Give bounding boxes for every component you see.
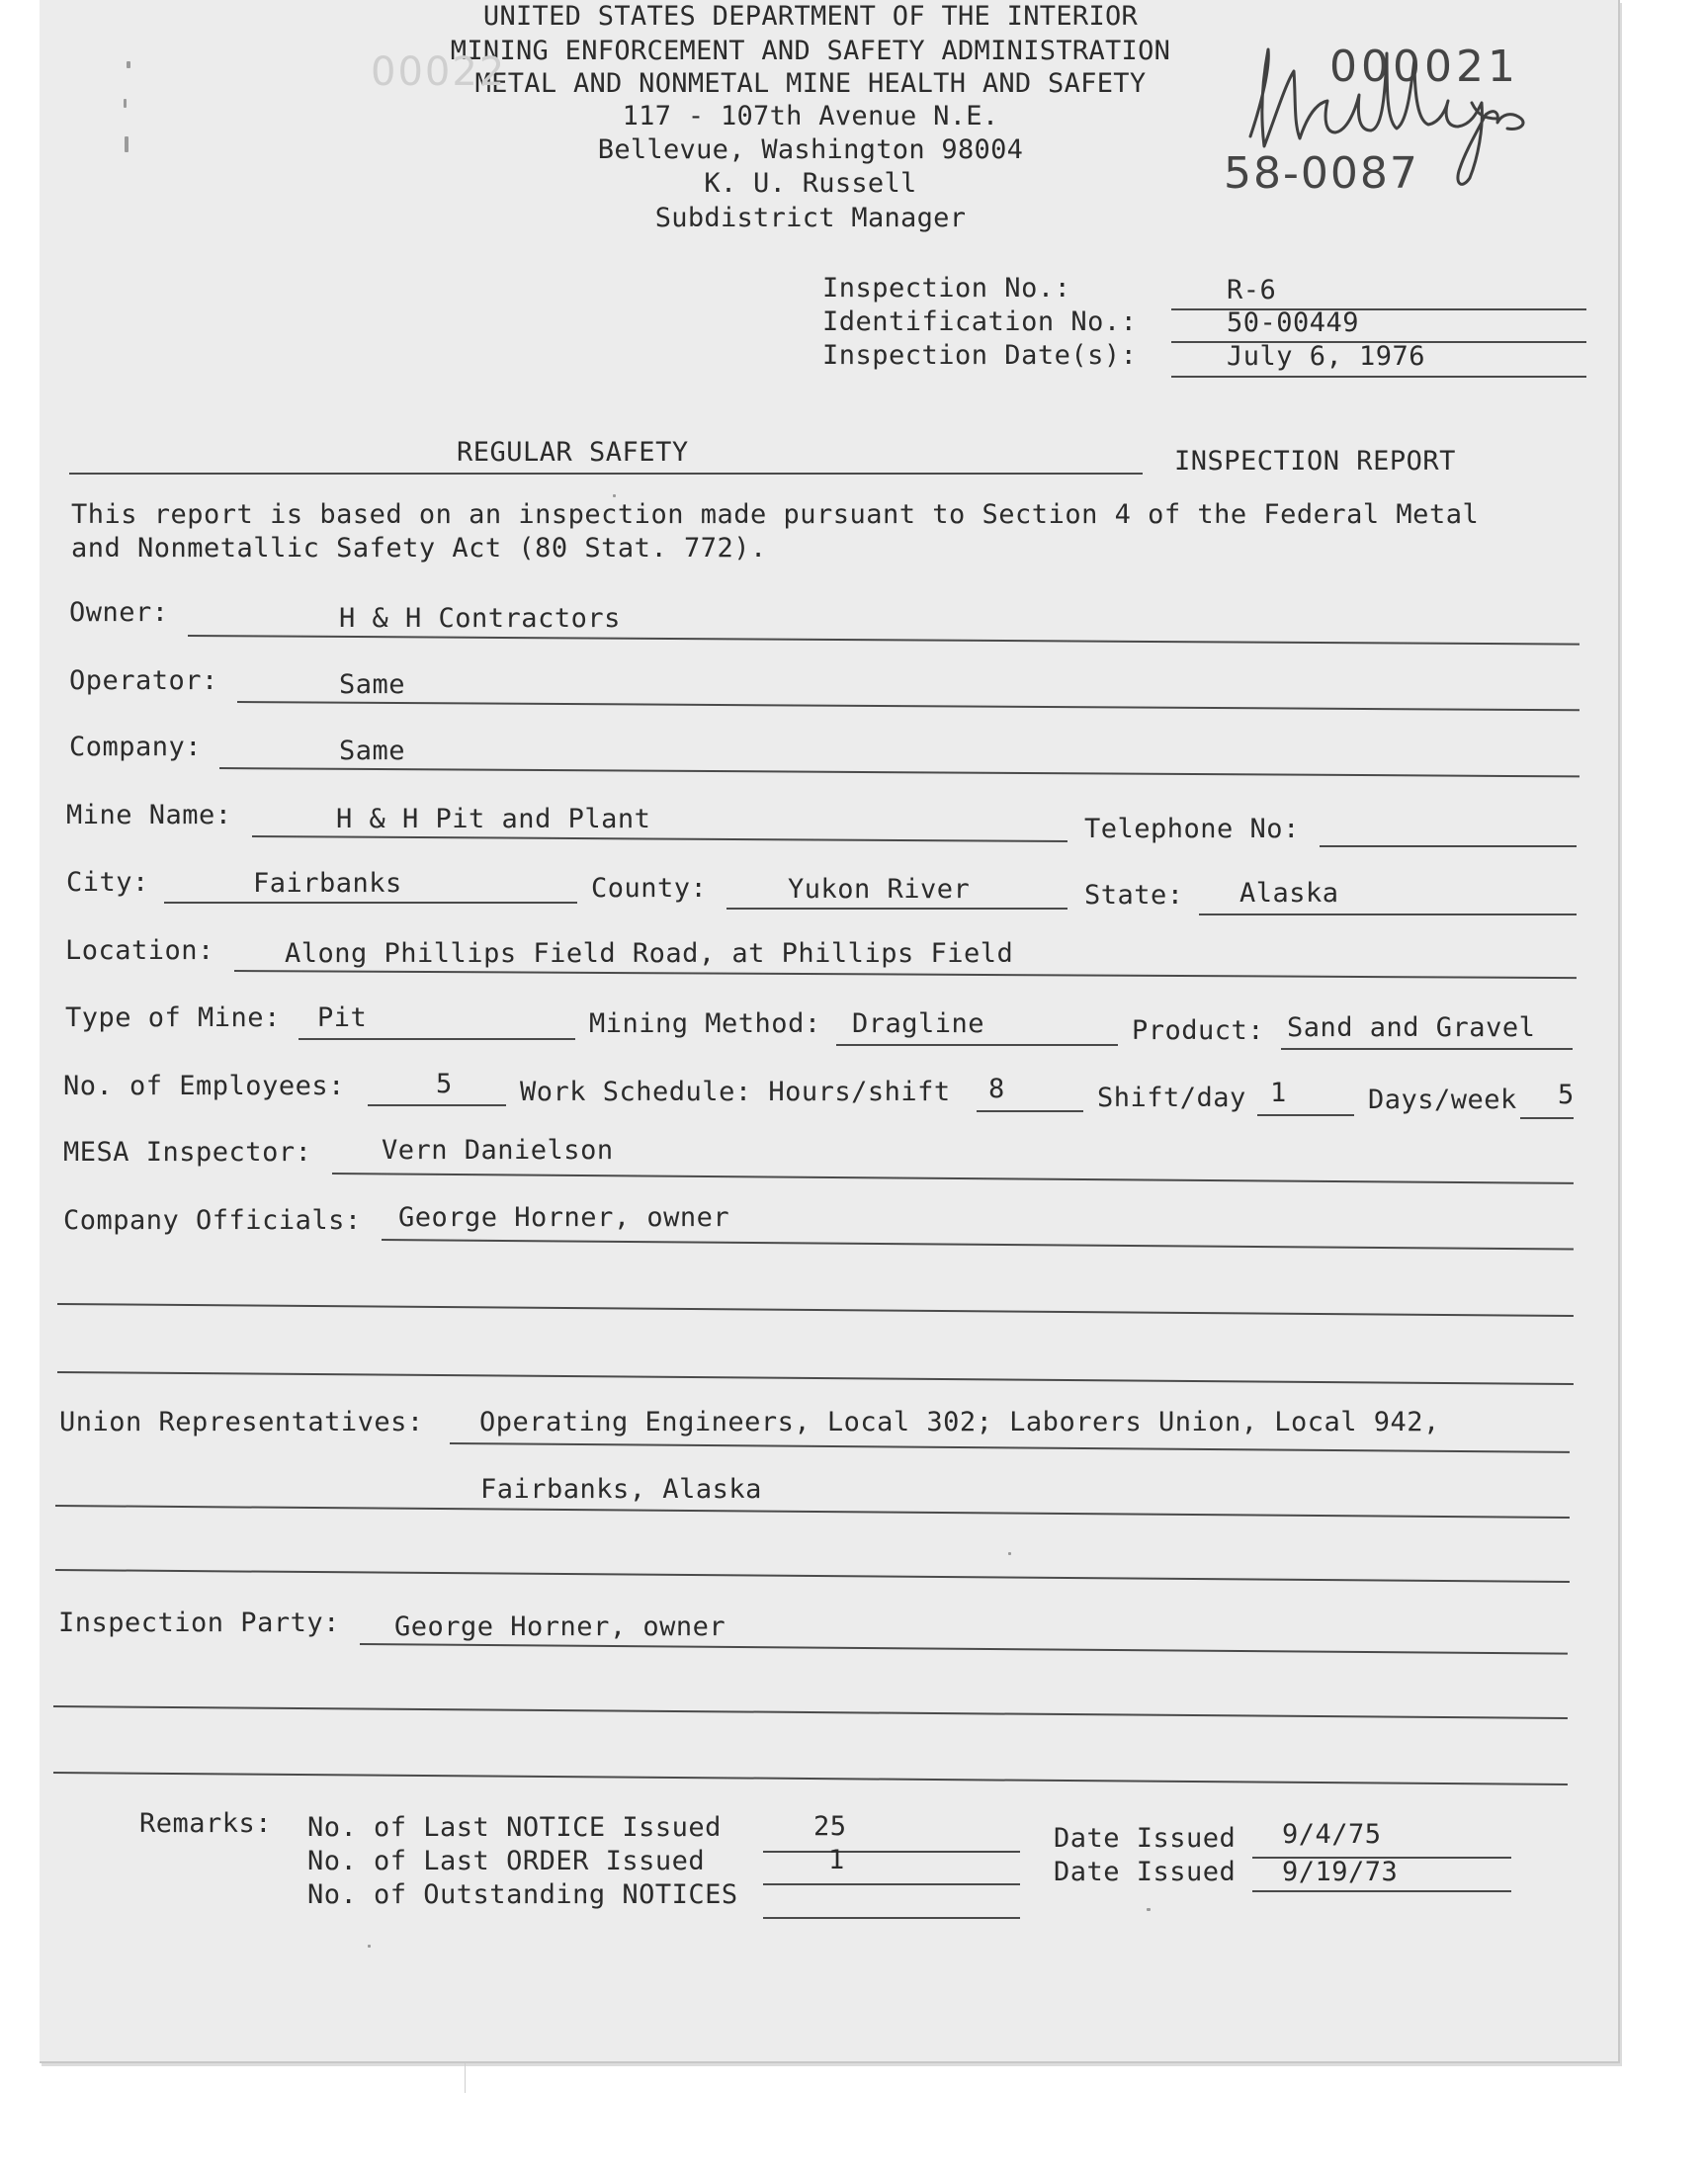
faint-stamp-number: 00022 [371, 49, 507, 95]
employees-label: No. of Employees: [63, 1071, 345, 1101]
hours-per-shift-value: 8 [988, 1074, 1005, 1104]
order-date-issued-value: 9/19/73 [1282, 1857, 1399, 1887]
manager-title: Subdistrict Manager [654, 203, 967, 233]
county-line [726, 908, 1068, 910]
shift-per-day-value: 1 [1270, 1078, 1287, 1108]
telephone-line [1320, 845, 1577, 847]
scan-speck [613, 494, 616, 497]
inspection-party-value: George Horner, owner [394, 1611, 726, 1642]
identification-number: 50-00449 [1227, 307, 1360, 338]
mine-name-value: H & H Pit and Plant [336, 804, 651, 834]
administration-name: MINING ENFORCEMENT AND SAFETY ADMINISTRATION [450, 36, 1171, 66]
last-notice-line [763, 1851, 1020, 1853]
notice-date-issued-value: 9/4/75 [1282, 1819, 1382, 1850]
handwritten-case-number: 58-0087 [1224, 148, 1419, 199]
last-order-label: No. of Last ORDER Issued [307, 1846, 706, 1876]
document-number-stamp: 000021 [1329, 42, 1519, 92]
product-line [1281, 1048, 1573, 1050]
identification-number-label: Identification No.: [822, 306, 1138, 337]
company-label: Company: [69, 732, 203, 762]
scan-speck [1147, 1908, 1151, 1911]
order-date-issued-label: Date Issued [1054, 1857, 1237, 1887]
inspection-number: R-6 [1227, 275, 1277, 305]
type-of-mine-label: Type of Mine: [65, 1002, 281, 1033]
inspection-date-label: Inspection Date(s): [822, 340, 1138, 371]
company-officials-value: George Horner, owner [398, 1202, 730, 1233]
report-title: INSPECTION REPORT [1174, 446, 1456, 477]
intro-text-line-1: This report is based on an inspection made pursuant to Section 4 of the Federal Metal [71, 499, 1480, 530]
inspection-date: July 6, 1976 [1227, 341, 1426, 372]
union-representatives-line-1: Operating Engineers, Local 302; Laborers Union, Local 942, [479, 1407, 1440, 1437]
inspection-date-line [1171, 376, 1586, 378]
location-label: Location: [65, 935, 214, 966]
page-fold [465, 2063, 466, 2093]
intro-text-line-2: and Nonmetallic Safety Act (80 Stat. 772). [71, 533, 767, 564]
outstanding-notices-line [763, 1917, 1020, 1919]
operator-value: Same [339, 669, 406, 700]
county-value: Yukon River [788, 874, 971, 905]
mesa-inspector-value: Vern Danielson [382, 1135, 614, 1166]
inspection-party-label: Inspection Party: [58, 1608, 340, 1638]
manager-name: K. U. Russell [704, 168, 917, 199]
shift-per-day-line [1257, 1114, 1354, 1116]
city-line [164, 902, 577, 904]
inspection-number-label: Inspection No.: [822, 273, 1071, 304]
employees-line [368, 1104, 506, 1106]
mining-method-label: Mining Method: [589, 1008, 821, 1039]
last-notice-label: No. of Last NOTICE Issued [307, 1812, 722, 1843]
county-label: County: [591, 873, 708, 904]
hours-per-shift-line [977, 1110, 1083, 1112]
state-label: State: [1084, 880, 1184, 911]
operator-label: Operator: [69, 665, 218, 696]
notice-date-issued-label: Date Issued [1054, 1823, 1237, 1854]
last-order-line [763, 1883, 1020, 1885]
product-label: Product: [1132, 1015, 1265, 1046]
work-schedule-label: Work Schedule: Hours/shift [520, 1077, 951, 1107]
days-per-week-label: Days/week [1368, 1085, 1517, 1115]
city-label: City: [66, 867, 149, 898]
state-value: Alaska [1239, 878, 1339, 909]
product-value: Sand and Gravel [1287, 1012, 1536, 1043]
agency-name: UNITED STATES DEPARTMENT OF THE INTERIOR [482, 1, 1139, 32]
last-notice-value: 25 [813, 1811, 847, 1842]
state-line [1199, 914, 1577, 915]
owner-label: Owner: [69, 597, 169, 628]
company-value: Same [339, 736, 406, 766]
mining-method-value: Dragline [852, 1008, 985, 1039]
office-address: 117 - 107th Avenue N.E. [622, 101, 999, 131]
days-per-week-line [1520, 1117, 1574, 1119]
mine-name-label: Mine Name: [66, 800, 232, 830]
days-per-week-value: 5 [1558, 1080, 1575, 1110]
company-officials-label: Company Officials: [63, 1205, 362, 1236]
telephone-label: Telephone No: [1084, 814, 1300, 844]
report-type-line [69, 473, 1143, 475]
union-representatives-line-2: Fairbanks, Alaska [480, 1474, 762, 1505]
shift-per-day-label: Shift/day [1097, 1083, 1246, 1113]
owner-value: H & H Contractors [339, 603, 621, 634]
remarks-label: Remarks: [139, 1808, 273, 1839]
city-value: Fairbanks [253, 868, 402, 899]
scan-speck [1008, 1552, 1011, 1555]
report-type: REGULAR SAFETY [457, 437, 689, 468]
type-of-mine-line [299, 1038, 575, 1040]
location-value: Along Phillips Field Road, at Phillips Field [285, 938, 1014, 969]
type-of-mine-value: Pit [317, 1002, 368, 1033]
outstanding-notices-label: No. of Outstanding NOTICES [307, 1879, 738, 1910]
mining-method-line [836, 1044, 1118, 1046]
order-date-issued-line [1252, 1890, 1511, 1892]
scan-speck [368, 1945, 371, 1948]
union-representatives-label: Union Representatives: [59, 1407, 424, 1437]
mesa-inspector-label: MESA Inspector: [63, 1137, 312, 1168]
office-city: Bellevue, Washington 98004 [597, 134, 1024, 165]
last-order-value: 1 [828, 1845, 845, 1875]
division-name: METAL AND NONMETAL MINE HEALTH AND SAFETY [474, 68, 1147, 99]
employees-value: 5 [436, 1069, 453, 1099]
